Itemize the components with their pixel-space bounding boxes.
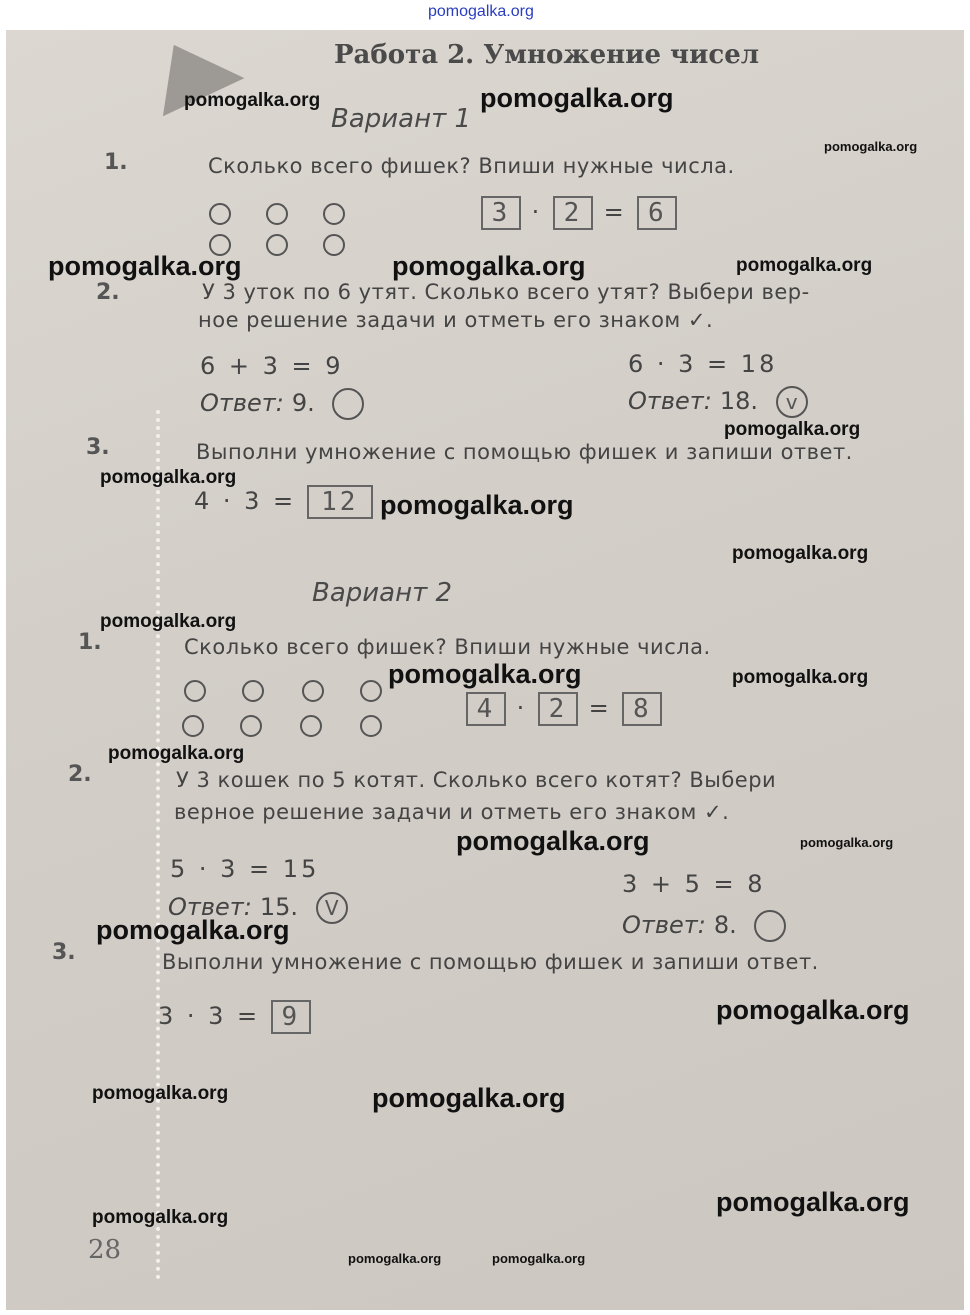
equals-sign: = <box>603 198 627 226</box>
watermark: pomogalka.org <box>732 667 869 688</box>
watermark: pomogalka.org <box>380 490 574 520</box>
answer-value: 8. <box>713 911 737 939</box>
v1-option2-equation: 6 · 3 = 18 <box>628 350 778 378</box>
watermark: pomogalka.org <box>724 419 861 440</box>
v2-task3-expression: 3 · 3 = <box>158 1002 261 1030</box>
watermark: pomogalka.org <box>100 611 237 632</box>
v1-box-a[interactable]: 3 <box>481 196 521 230</box>
watermark: pomogalka.org <box>372 1083 566 1113</box>
v2-task3-equation <box>158 1000 311 1034</box>
equals-sign: = <box>588 694 612 722</box>
watermark: pomogalka.org <box>388 659 582 689</box>
v2-task2-text-line1: У 3 кошек по 5 котят. Сколько всего котят? Выбери <box>176 768 777 792</box>
v2-task1-text: Сколько всего фишек? Впиши нужные числа. <box>184 635 711 659</box>
watermark: pomogalka.org <box>100 467 237 488</box>
v2-task1-number: 1. <box>78 630 102 655</box>
v2-task3-text: Выполни умножение с помощью фишек и запиши ответ. <box>162 950 819 974</box>
v1-task3-result-box[interactable]: 12 <box>307 485 373 519</box>
v1-task1-equation <box>481 196 677 230</box>
v1-task2-text-line1: У 3 уток по 6 утят. Сколько всего утят? Выбери вер- <box>202 280 810 304</box>
multiply-sign: · <box>516 694 528 722</box>
variant1-heading: Вариант 1 <box>331 104 472 134</box>
v1-task1-number: 1. <box>104 150 128 175</box>
v2-box-a[interactable]: 4 <box>466 692 506 726</box>
answer-value: 15. <box>259 893 299 921</box>
v2-option2-check-circle[interactable] <box>754 910 786 942</box>
dotted-margin-line <box>156 410 160 1280</box>
v1-option1-check-circle[interactable] <box>332 388 364 420</box>
answer-value: 9. <box>291 389 315 417</box>
v2-task1-equation <box>466 692 662 726</box>
v1-task2-number: 2. <box>96 280 120 305</box>
v2-task3-number: 3. <box>52 940 76 965</box>
variant2-heading: Вариант 2 <box>312 578 453 608</box>
v2-option1-check-circle[interactable]: V <box>316 892 348 924</box>
watermark: pomogalka.org <box>92 1083 229 1104</box>
v1-task1-text: Сколько всего фишек? Впиши нужные числа. <box>208 154 735 178</box>
v1-task3-number: 3. <box>86 435 110 460</box>
page-number: 28 <box>88 1235 122 1265</box>
answer-label: Ответ: <box>200 389 284 417</box>
v1-task2-text-line2: ное решение задачи и отметь его знаком ✓. <box>198 308 714 332</box>
v2-option1-equation: 5 · 3 = 15 <box>170 855 320 883</box>
watermark: pomogalka.org <box>48 251 242 281</box>
watermark: pomogalka.org <box>392 251 586 281</box>
watermark: pomogalka.org <box>736 255 873 276</box>
watermark: pomogalka.org <box>184 90 321 111</box>
watermark: pomogalka.org <box>96 915 290 945</box>
v2-option2-equation: 3 + 5 = 8 <box>622 870 766 898</box>
watermark: pomogalka.org <box>800 835 894 850</box>
answer-label: Ответ: <box>168 893 252 921</box>
page-title: Работа 2. Умножение чисел <box>334 40 760 70</box>
watermark: pomogalka.org <box>716 995 910 1025</box>
v2-task2-number: 2. <box>68 762 92 787</box>
v1-task3-expression: 4 · 3 = <box>194 487 297 515</box>
v2-task2-text-line2: верное решение задачи и отметь его знаком ✓. <box>174 800 730 824</box>
watermark: pomogalka.org <box>108 743 245 764</box>
watermark: pomogalka.org <box>492 1251 586 1266</box>
v1-option2-answer <box>628 386 808 418</box>
v1-box-result[interactable]: 6 <box>637 196 677 230</box>
multiply-sign: · <box>531 198 543 226</box>
v1-task3-equation <box>194 485 373 519</box>
top-watermark: pomogalka.org <box>428 3 534 20</box>
watermark: pomogalka.org <box>824 139 918 154</box>
answer-label: Ответ: <box>622 911 706 939</box>
watermark: pomogalka.org <box>348 1251 442 1266</box>
watermark: pomogalka.org <box>732 543 869 564</box>
v1-option1-equation: 6 + 3 = 9 <box>200 352 344 380</box>
answer-value: 18. <box>719 387 759 415</box>
v2-box-b[interactable]: 2 <box>538 692 578 726</box>
watermark: pomogalka.org <box>92 1207 229 1228</box>
v2-option2-answer <box>622 910 786 942</box>
watermark: pomogalka.org <box>716 1187 910 1217</box>
v1-option1-answer <box>200 388 364 420</box>
v2-task3-result-box[interactable]: 9 <box>271 1000 311 1034</box>
v1-task3-text: Выполни умножение с помощью фишек и запиши ответ. <box>196 440 853 464</box>
v1-option2-check-circle[interactable]: v <box>776 386 808 418</box>
watermark: pomogalka.org <box>480 83 674 113</box>
v1-box-b[interactable]: 2 <box>553 196 593 230</box>
answer-label: Ответ: <box>628 387 712 415</box>
v2-box-result[interactable]: 8 <box>622 692 662 726</box>
watermark: pomogalka.org <box>456 826 650 856</box>
